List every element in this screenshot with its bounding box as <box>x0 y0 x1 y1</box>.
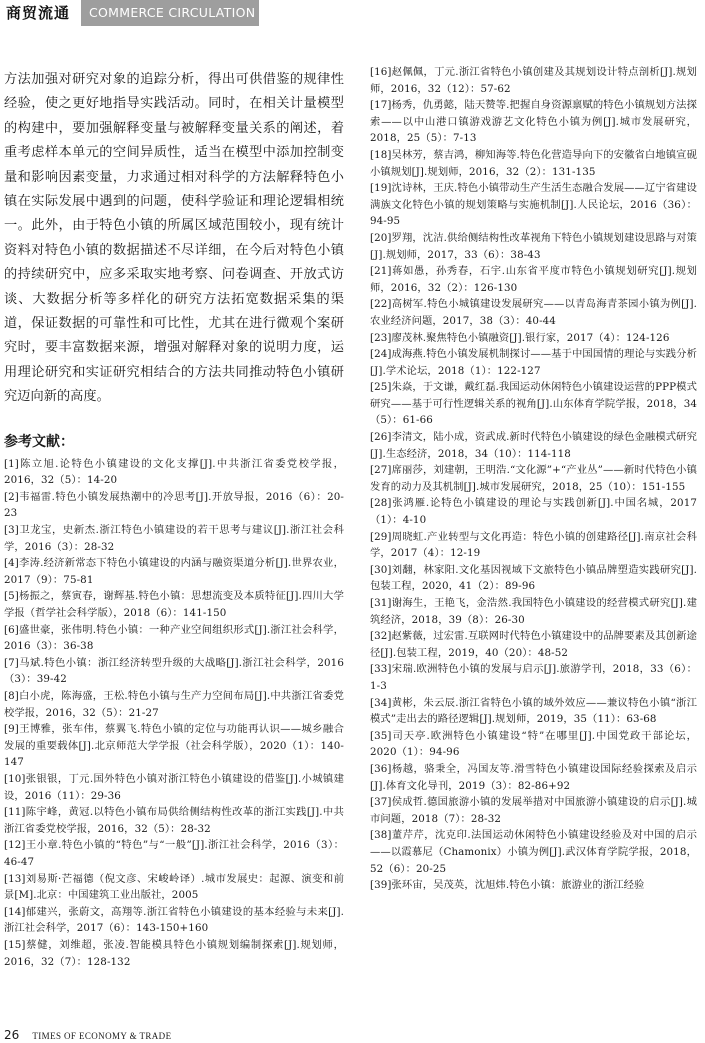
reference-item: [33]宋瑞.欧洲特色小镇的发展与启示[J].旅游学刊，2018，33（6）：1-3 <box>370 663 697 692</box>
references-list-left <box>4 456 344 970</box>
reference-item: [36]杨越，骆秉全，冯国友等.滑雪特色小镇建设国际经验探索及启示[J].体育文化导刊，2019（3）：82-86+92 <box>370 762 697 792</box>
reference-item: [24]成海燕.特色小镇发展机制探讨——基于中国国情的理论与实践分析[J].学术论坛，2018（1）：122-127 <box>370 348 697 377</box>
reference-item: [22]高树军.特色小城镇建设发展研究——以青岛海青茶园小镇为例[J].农业经济问题，2017，38（3）：40-44 <box>370 298 697 327</box>
reference-item: [37]侯成哲.德国旅游小镇的发展举措对中国旅游小镇建设的启示[J].城市问题，2018（7）：28-32 <box>370 796 697 825</box>
page-number: 26 <box>4 1028 20 1042</box>
reference-item: [31]谢海生，王艳飞，金浩然.我国特色小镇建设的经营模式研究[J].建筑经济，2018，39（8）：26-30 <box>370 597 697 626</box>
reference-item: [6]盛世豪，张伟明.特色小镇：一种产业空间组织形式[J].浙江社会科学，2016（3）：36-38 <box>4 623 344 653</box>
reference-item: [8]白小虎，陈海盛，王松.特色小镇与生产力空间布局[J].中共浙江省委党校学报，2016，32（5）：21-27 <box>4 690 344 719</box>
reference-item: [14]郁建兴，张蔚文，高翔等.浙江省特色小镇建设的基本经验与未来[J].浙江社会科学，2017（6）：143-150+160 <box>4 905 344 935</box>
right-column <box>370 64 697 894</box>
reference-item: [4]李涛.经济新常态下特色小镇建设的内涵与融资渠道分析[J].世界农业，2017（9）：75-81 <box>4 557 344 586</box>
reference-item: [30]刘翻，林家阳.文化基因视域下文旅特色小镇品牌塑造实践研究[J].包装工程，2020，41（2）：89-96 <box>370 563 697 593</box>
reference-item: [39]张环宙，吴茂英，沈旭炜.特色小镇：旅游业的浙江经验 <box>370 879 645 892</box>
reference-item: [26]李清文，陆小成，资武成.新时代特色小镇建设的绿色金融模式研究[J].生态经济，2018，34（10）：114-118 <box>370 431 697 460</box>
reference-item: [3]卫龙宝，史新杰.浙江特色小镇建设的若干思考与建议[J].浙江社会科学，2016（3）：28-32 <box>4 524 344 553</box>
section-title-cn: 商贸流通 <box>0 0 80 26</box>
reference-item: [15]蔡健，刘维超，张凌.智能模具特色小镇规划编制探索[J].规划师，2016，32（7）：128-132 <box>4 938 344 968</box>
reference-item: [32]赵紫薇，过宏雷.互联网时代特色小镇建设中的品牌要素及其创新途径[J].包装工程，2019，40（20）：48-52 <box>370 630 697 659</box>
reference-item: [10]张银银，丁元.国外特色小镇对浙江特色小镇建设的借鉴[J].小城镇建设，2016（11）：29-36 <box>4 772 344 802</box>
reference-item: [17]杨秀，仇勇懿，陆天赞等.把握自身资源禀赋的特色小镇规划方法探索——以中山港口镇游戏游艺文化特色小镇为例[J].城市发展研究，2018，25（5）：7-13 <box>370 99 697 145</box>
reference-item: [11]陈宇峰，黄冠.以特色小镇布局供给侧结构性改革的浙江实践[J].中共浙江省委党校学报，2016，32（5）：28-32 <box>4 806 344 835</box>
body-paragraph: 方法加强对研究对象的追踪分析，得出可供借鉴的规律性经验，使之更好地指导实践活动。同时，在相关计量模型的构建中，要加强解释变量与被解释变量关系的阐述，着重考虑样本单元的空间异质性，适当在模型中添加控制变量和影响因素变量，力求通过相对科学的方法解释特色小镇在实际发展中遇到的问题，使科学验证和理论逻辑相统一。此外，由于特色小镇的所属区域范围较小，现有统计资料对特色小镇的数据描述不尽详细，在今后对特色小镇的持续研究中，应多采取实地考察、问卷调查、开放式访谈、大数据分析等多样化的研究方法拓宽数据采集的渠道，保证数据的可靠性和可比性，尤其在进行微观个案研究时，要丰富数据来源，增强对解释对象的说明力度，运用理论研究和实证研究相结合的方法共同推动特色小镇研究迈向新的高度。 <box>4 72 344 405</box>
reference-item: [38]董芹芹，沈克印.法国运动休闲特色小镇建设经验及对中国的启示——以霞慕尼（Chamonix）小镇为例[J].武汉体育学院学报，2018，52（6）：20-25 <box>370 829 697 875</box>
left-column <box>4 68 344 970</box>
reference-item: [18]吴林芳，蔡吉鸿，柳知海等.特色化营造导向下的安徽省白地镇宣砚小镇规划[J].规划师，2016，32（2）：131-135 <box>370 148 697 178</box>
reference-item: [12]王小章.特色小镇的“特色”与“一般”[J].浙江社会科学，2016（3）：46-47 <box>4 839 344 868</box>
reference-item: [34]黄彬，朱云辰.浙江省特色小镇的域外效应——兼议特色小镇“浙江模式”走出去的路径逻辑[J].规划师，2019，35（11）：63-68 <box>370 696 697 726</box>
reference-item: [5]杨振之，蔡寅春，谢辉基.特色小镇：思想流变及本质特征[J].四川大学学报（哲学社会科学版），2018（6）：141-150 <box>4 590 344 620</box>
section-title-en: COMMERCE CIRCULATION <box>81 0 259 26</box>
reference-item: [19]沈诗林，王庆.特色小镇带动生产生活生态融合发展——辽宁省建设满族文化特色小镇的规划策略与实施机制[J].人民论坛，2016（36）：94-95 <box>370 182 697 228</box>
journal-name: TIMES OF ECONOMY & TRADE <box>32 1031 172 1041</box>
reference-item: [16]赵佩佩，丁元.浙江省特色小镇创建及其规划设计特点剖析[J].规划师，2016，32（12）：57-62 <box>370 66 697 95</box>
references-list-right <box>370 64 697 894</box>
reference-item: [1]陈立旭.论特色小镇建设的文化支撑[J].中共浙江省委党校学报，2016，32（5）：14-20 <box>4 457 344 487</box>
page-footer <box>4 1024 404 1040</box>
reference-item: [13]刘易斯·芒福德（倪文彦、宋峻岭译）.城市发展史：起源、演变和前景[M].北京：中国建筑工业出版社，2005 <box>4 872 344 902</box>
reference-item: [35]司天亭.欧洲特色小镇建设“特”在哪里[J].中国党政干部论坛，2020（1）：94-96 <box>370 729 697 759</box>
reference-item: [7]马斌.特色小镇：浙江经济转型升级的大战略[J].浙江社会科学，2016（3）：39-42 <box>4 656 344 686</box>
reference-item: [29]周晓虹.产业转型与文化再造：特色小镇的创建路径[J].南京社会科学，2017（4）：12-19 <box>370 530 697 560</box>
reference-item: [27]席丽莎，刘建朝，王明浩.“文化源”+“产业丛”——新时代特色小镇发育的动力及其机制[J].城市发展研究，2018，25（10）：151-155 <box>370 464 697 493</box>
references-heading: 参考文献： <box>4 433 74 450</box>
reference-item: [21]蒋如愚，孙秀春，石宇.山东省平度市特色小镇规划研究[J].规划师，2016，32（2）：126-130 <box>370 265 697 294</box>
reference-item: [20]罗翔，沈洁.供给侧结构性改革视角下特色小镇规划建设思路与对策[J].规划师，2017，33（6）：38-43 <box>370 231 697 261</box>
page-header <box>0 0 705 26</box>
reference-item: [9]王博雅，张车伟，蔡翼飞.特色小镇的定位与功能再认识——城乡融合发展的重要载体[J].北京师范大学学报（社会科学版），2020（1）：140-147 <box>4 723 344 769</box>
reference-item: [28]张鸿雁.论特色小镇建设的理论与实践创新[J].中国名城，2017（1）：4-10 <box>370 497 697 527</box>
reference-item: [25]朱焱，于文谦，戴红磊.我国运动休闲特色小镇建设运营的PPP模式研究——基于可行性逻辑关系的视角[J].山东体育学院学报，2018，34（5）：61-66 <box>370 381 697 427</box>
reference-item: [23]廖茂林.聚焦特色小镇融资[J].银行家，2017（4）：124-126 <box>370 331 670 344</box>
reference-item: [2]韦福雷.特色小镇发展热潮中的冷思考[J].开放导报，2016（6）：20-23 <box>4 490 344 520</box>
